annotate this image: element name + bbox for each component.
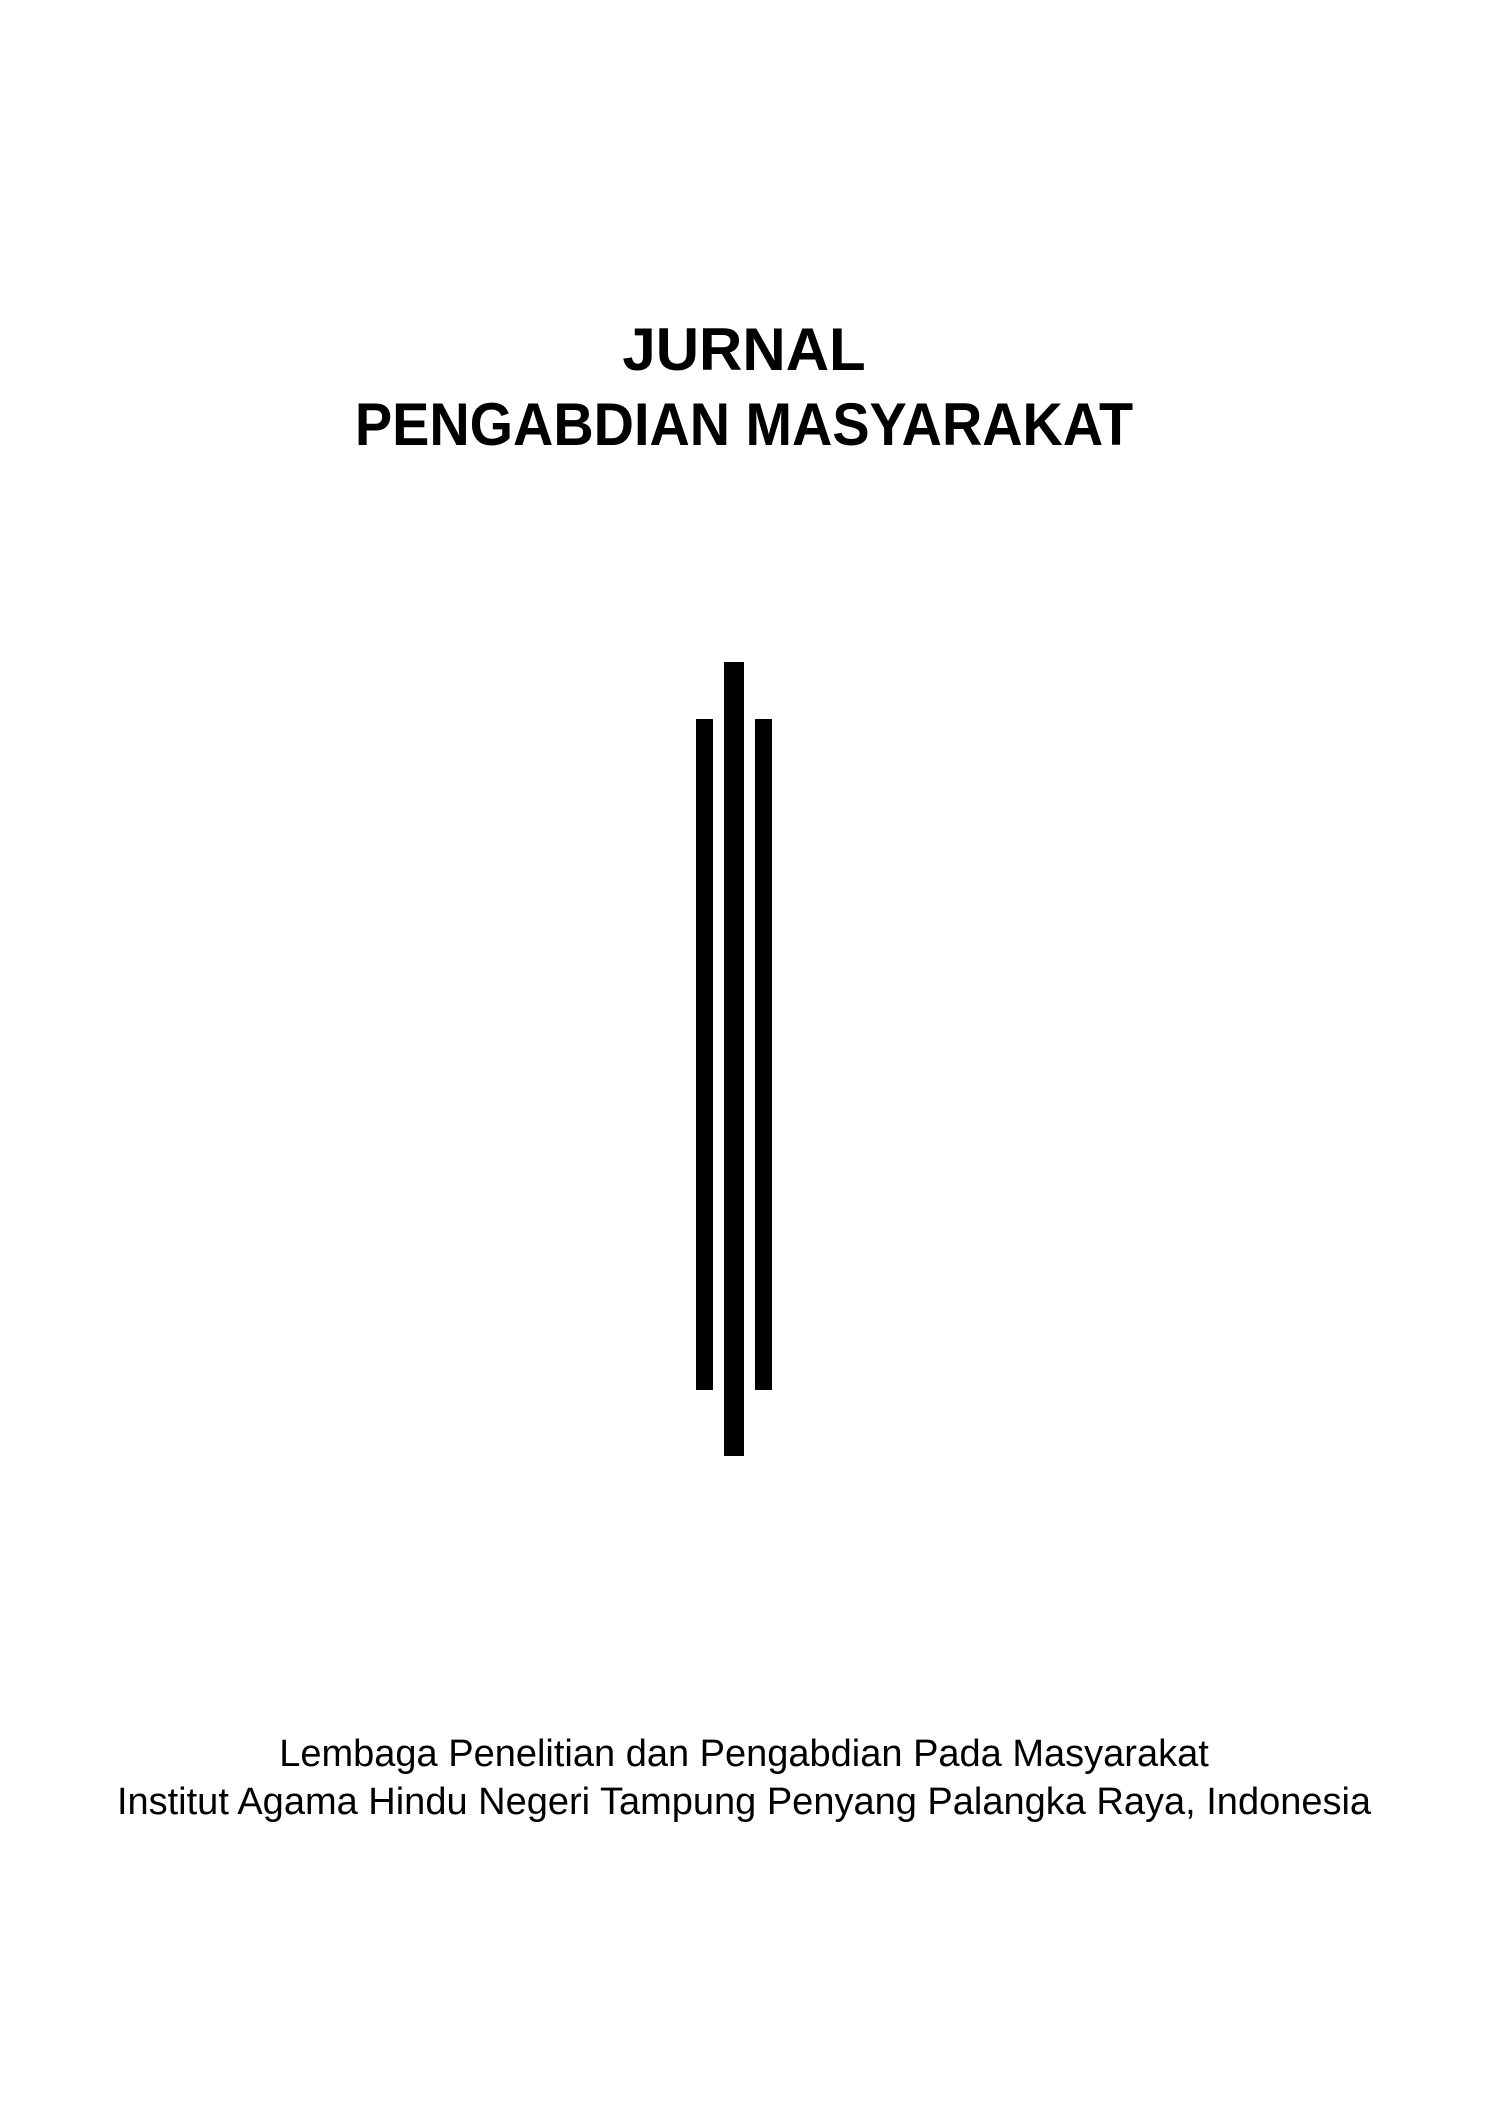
publisher-info: [0, 1730, 1488, 1826]
title-line-pengabdian-masyarakat: PENGABDIAN MASYARAKAT: [354, 391, 1134, 458]
publisher-institute-unit: Lembaga Penelitian dan Pengabdian Pada Masyarakat: [279, 1733, 1209, 1775]
title-line-journal: JURNAL: [622, 316, 866, 383]
three-vertical-bars-logo-icon: [696, 662, 776, 1457]
logo-center-bar: [724, 662, 744, 1456]
journal-title: [0, 312, 1488, 462]
logo-right-bar: [755, 719, 772, 1390]
logo-left-bar: [696, 719, 713, 1390]
publisher-university: Institut Agama Hindu Negeri Tampung Penyang Palangka Raya, Indonesia: [116, 1781, 1372, 1823]
